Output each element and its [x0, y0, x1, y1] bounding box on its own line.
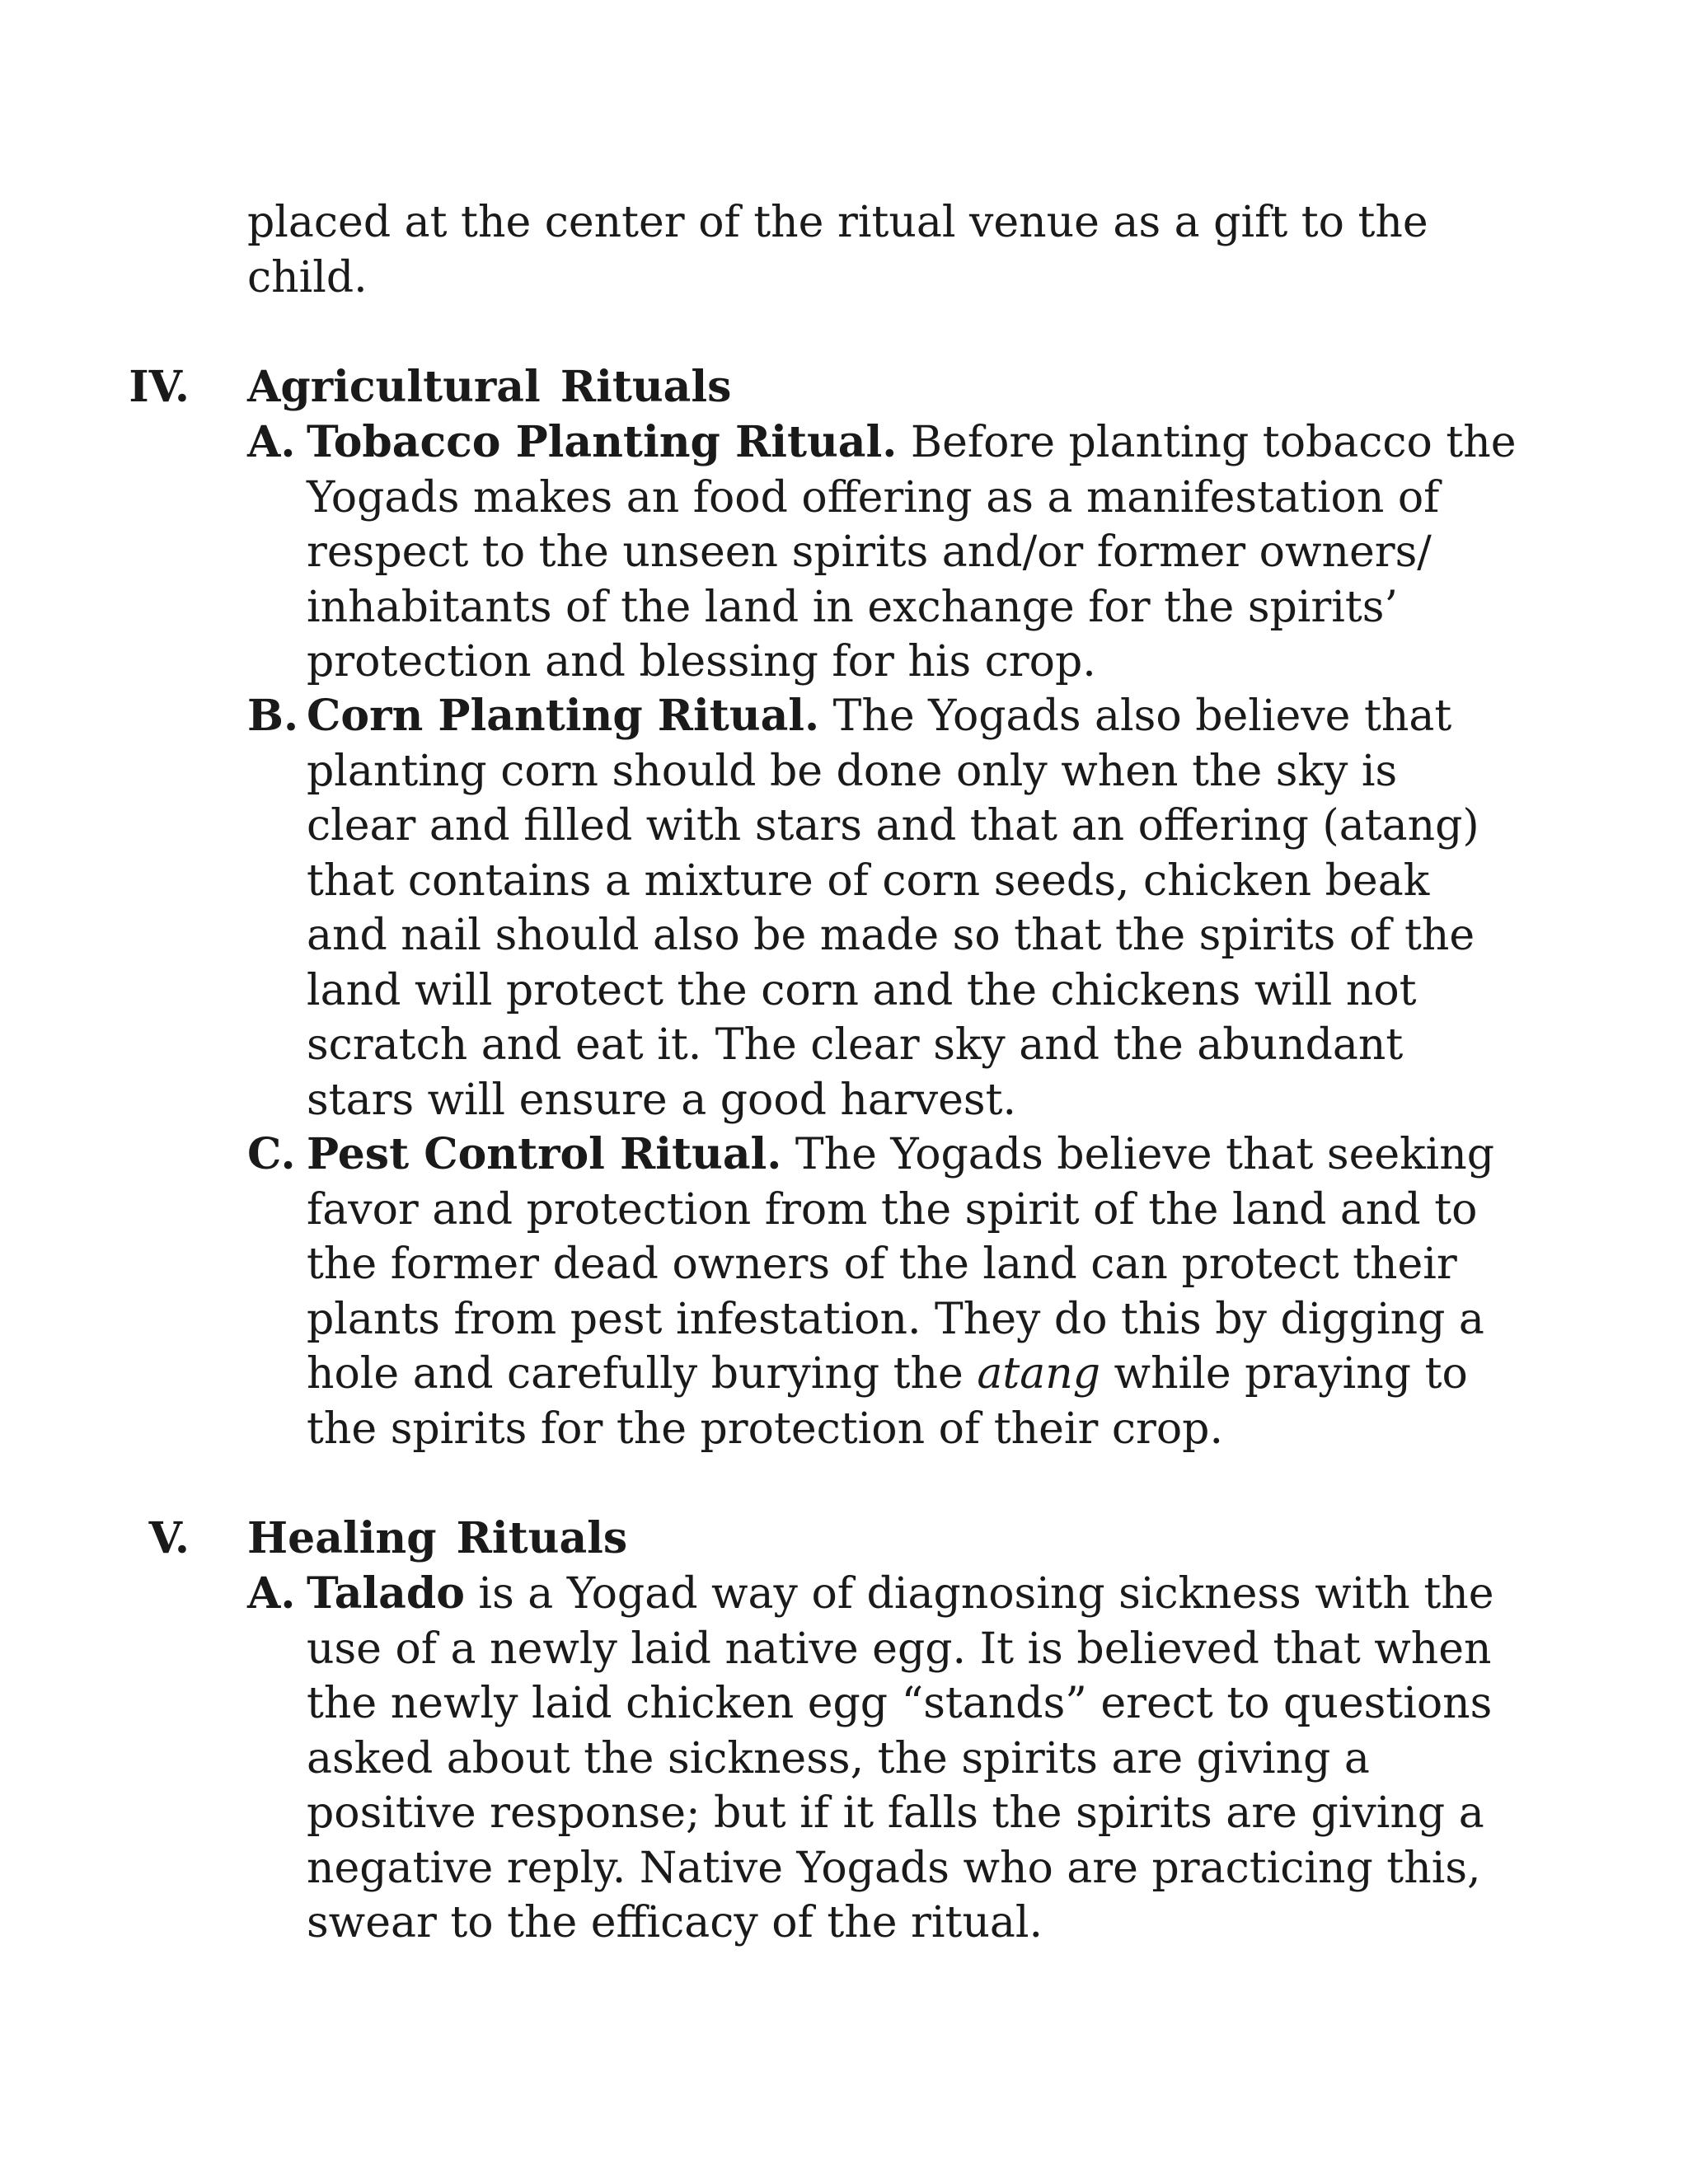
item-line: clear and filled with stars and that an offering (atang)	[307, 801, 1479, 851]
item-line: that contains a mixture of corn seeds, chicken beak	[307, 855, 1430, 906]
item-line-with-italic	[307, 1347, 1559, 1402]
item-body	[307, 1127, 1559, 1456]
item-letter: A.	[247, 417, 296, 467]
item-text: The Yogads also believe that	[819, 691, 1452, 741]
item-line: the former dead owners of the land can protect their	[307, 1240, 1457, 1289]
section-title: Agricultural Rituals	[247, 362, 732, 412]
item-first-line	[307, 1567, 1559, 1622]
item-line: inhabitants of the land in exchange for the spirits’	[307, 582, 1399, 632]
item-first-line	[307, 689, 1559, 744]
item-line: planting corn should be done only when the sky is	[307, 746, 1398, 796]
item-line: stars will ensure a good harvest.	[307, 1075, 1017, 1125]
item-first-line	[307, 1127, 1559, 1183]
item-title: Tobacco Planting Ritual.	[307, 417, 898, 467]
item-body	[307, 689, 1559, 1127]
item-line: favor and protection from the spirit of the land and to	[307, 1184, 1478, 1235]
item-line: the spirits for the protection of their crop.	[307, 1404, 1223, 1454]
item-body	[307, 1567, 1559, 1951]
section-numeral: IV.	[129, 362, 190, 412]
item-line: Yogads makes an food offering as a manifestation of	[307, 472, 1440, 523]
item-line: plants from pest infestation. They do this by digging a	[307, 1294, 1484, 1344]
item-title: Pest Control Ritual.	[307, 1129, 782, 1179]
intro-line: placed at the center of the ritual venue as a gift to the	[247, 198, 1428, 247]
item-letter: A.	[247, 1568, 296, 1619]
item-text: The Yogads believe that seeking	[781, 1130, 1495, 1179]
item-text: while praying to	[1100, 1349, 1468, 1399]
item-line: swear to the efficacy of the ritual.	[307, 1898, 1043, 1947]
intro-line: child.	[247, 252, 368, 302]
item-letter: C.	[247, 1129, 296, 1179]
item-line: asked about the sickness, the spirits are giving a	[307, 1733, 1370, 1783]
item-line: use of a newly laid native egg. It is believed that when	[307, 1624, 1492, 1674]
item-title: Talado	[307, 1568, 465, 1619]
section-numeral: V.	[148, 1513, 190, 1563]
item-line: scratch and eat it. The clear sky and the abundant	[307, 1020, 1404, 1070]
section-title: Healing Rituals	[247, 1513, 628, 1563]
item-line: positive response; but if it falls the spirits are giving a	[307, 1788, 1484, 1838]
item-line: the newly laid chicken egg “stands” erect to questions	[307, 1679, 1493, 1728]
item-letter: B.	[247, 691, 299, 741]
item-text: is a Yogad way of diagnosing sickness with the	[464, 1569, 1494, 1619]
item-line: and nail should also be made so that the spirits of the	[307, 911, 1475, 960]
item-body	[307, 415, 1559, 690]
item-title: Corn Planting Ritual.	[307, 691, 820, 741]
intro-paragraph	[247, 195, 1533, 305]
item-first-line	[307, 415, 1559, 471]
item-text: Before planting tobacco the	[897, 418, 1517, 467]
item-line: negative reply. Native Yogads who are practicing this,	[307, 1843, 1481, 1893]
item-line: protection and blessing for his crop.	[307, 637, 1096, 687]
italic-term: atang	[977, 1349, 1101, 1399]
item-line: respect to the unseen spirits and/or former owners/	[307, 527, 1432, 577]
item-line: land will protect the corn and the chickens will not	[307, 965, 1417, 1015]
item-text: hole and carefully burying the	[307, 1349, 978, 1399]
